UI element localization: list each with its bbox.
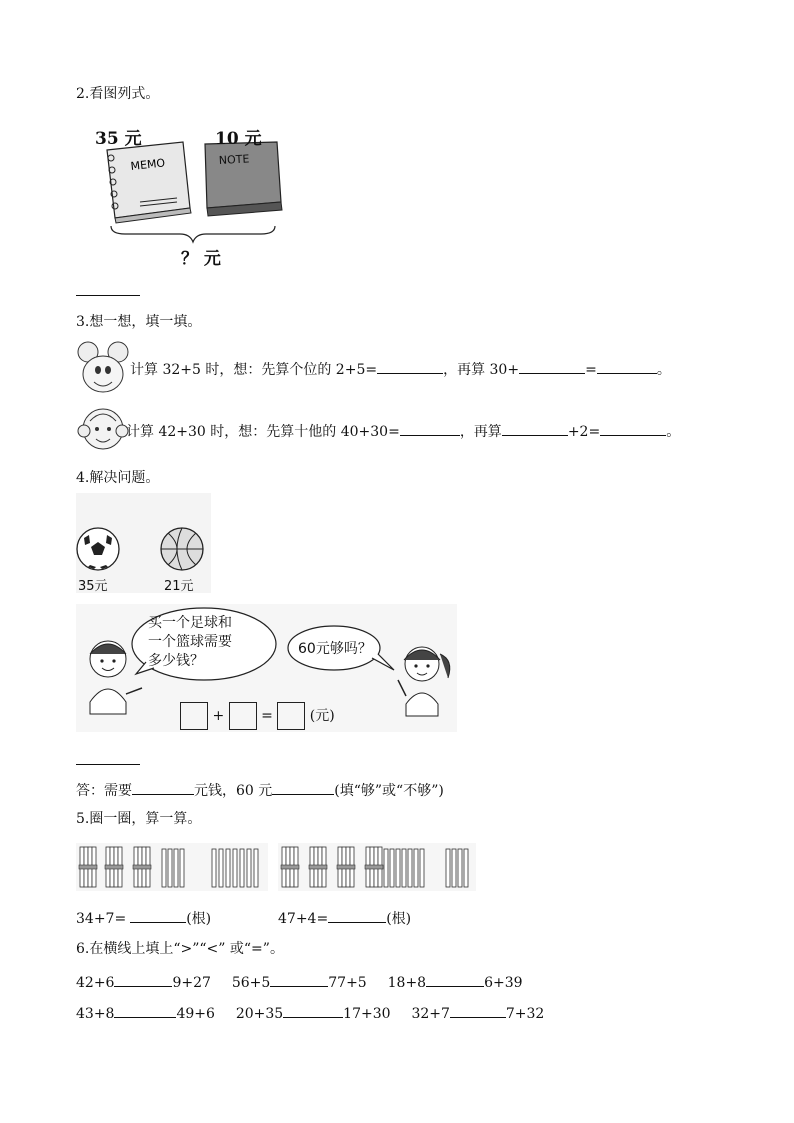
q4-blank-2[interactable] — [272, 780, 334, 795]
single-stick — [226, 849, 230, 887]
stick-bundle — [309, 847, 327, 887]
q6-r1-c2-left: 56+5 — [231, 975, 271, 991]
q6-r1-c3-right: 6+39 — [484, 975, 523, 991]
q6-r2-c1-right: 49+6 — [176, 1006, 215, 1022]
q5-blank-1[interactable] — [130, 908, 186, 923]
total-price: ？ 元 — [181, 249, 221, 269]
q6-r2-c2-right: 17+30 — [343, 1006, 391, 1022]
equation-row — [180, 702, 335, 730]
q3-line1-text-b: ，再算 30+ — [443, 362, 520, 378]
q5-expr-row — [76, 908, 211, 928]
single-stick — [408, 849, 412, 887]
q6-r2-c3-right: 7+32 — [505, 1006, 545, 1022]
equation-box-2[interactable] — [229, 702, 257, 730]
q3-line2-text-d: 。 — [666, 424, 681, 440]
single-stick — [247, 849, 251, 887]
q6-row-2 — [76, 1003, 544, 1023]
q2-answer-line[interactable] — [76, 295, 140, 296]
q3-blank-2[interactable] — [519, 359, 585, 374]
single-stick — [219, 849, 223, 887]
q6-r1-c2-blank[interactable] — [270, 972, 328, 987]
q6-r2-c3-left: 32+7 — [411, 1006, 450, 1022]
q4-answer-text-a: 答：需要 — [76, 783, 132, 799]
q6-r2-c3-blank[interactable] — [450, 1003, 506, 1018]
dialog-image — [76, 604, 457, 732]
stick-bundle — [79, 847, 97, 887]
basketball-icon — [161, 528, 203, 570]
single-stick — [162, 849, 166, 887]
bubble-left-line-1: 买一个足球和 — [148, 615, 232, 631]
stick-bundle — [281, 847, 299, 887]
q4-answer — [76, 780, 444, 800]
q3-line2-text-b: ，再算 — [459, 424, 502, 440]
single-stick — [390, 849, 394, 887]
note-book-image — [205, 142, 282, 216]
single-stick — [420, 849, 424, 887]
q3-blank-3[interactable] — [597, 359, 657, 374]
single-stick — [458, 849, 462, 887]
q4-blank-1[interactable] — [132, 780, 194, 795]
football-icon — [77, 528, 119, 570]
bubble-left-line-2: 一个篮球需要 — [148, 634, 232, 650]
girl-icon — [398, 647, 450, 716]
equals-sign: = — [261, 708, 273, 724]
bubble-right-text: 60元够吗？ — [298, 641, 372, 657]
single-stick — [240, 849, 244, 887]
plus-sign: + — [212, 708, 225, 724]
single-stick — [452, 849, 456, 887]
q4-title: 4.解决问题。 — [76, 470, 160, 486]
basketball-price: 21元 — [164, 579, 194, 594]
memo-notebook-image — [107, 142, 191, 223]
q5-expr-1: 34+7= — [76, 911, 127, 927]
single-stick — [402, 849, 406, 887]
single-stick — [174, 849, 178, 887]
q3-line1 — [130, 359, 671, 379]
balls-image — [76, 493, 211, 593]
sticks-image-2 — [278, 843, 476, 891]
q6-r2-c1-left: 43+8 — [76, 1006, 115, 1022]
q3-blank-6[interactable] — [600, 421, 666, 436]
q6-r1-c3-blank[interactable] — [426, 972, 484, 987]
q6-r2-c2-blank[interactable] — [283, 1003, 343, 1018]
q5-title: 5.圈一圈，算一算。 — [76, 811, 202, 827]
q3-title: 3.想一想，填一填。 — [76, 314, 202, 330]
q6-r1-c1-left: 42+6 — [76, 975, 115, 991]
q4-answer-text-b: 元钱，60 元 — [194, 783, 273, 799]
q5-unit-1: (根) — [186, 911, 212, 927]
single-stick — [396, 849, 400, 887]
single-stick — [414, 849, 418, 887]
q5-blank-2[interactable] — [328, 908, 386, 923]
single-stick — [254, 849, 258, 887]
bubble-left-line-3: 多少钱？ — [148, 653, 204, 669]
q3-line2-text-a: 计算 42+30 时，想：先算十他的 40+30= — [126, 424, 400, 440]
note-price: 10 元 — [215, 129, 262, 149]
single-stick — [384, 849, 388, 887]
single-stick — [233, 849, 237, 887]
q6-r1-c1-blank[interactable] — [114, 972, 172, 987]
bubble-left-text — [148, 614, 268, 671]
q3-blank-4[interactable] — [400, 421, 460, 436]
q6-row-1 — [76, 972, 523, 992]
q6-title: 6.在横线上填上“>”“<” 或“=”。 — [76, 941, 284, 957]
q2-figure — [85, 120, 285, 270]
q3-blank-1[interactable] — [377, 359, 443, 374]
single-stick — [446, 849, 450, 887]
q5-expr-2: 47+4= — [278, 911, 329, 927]
q4-answer-text-c: (填“够”或“不够”) — [334, 783, 444, 799]
q3-line2 — [126, 421, 680, 441]
football-price: 35元 — [78, 579, 108, 594]
sticks-image-1 — [76, 843, 268, 891]
equation-box-3[interactable] — [277, 702, 305, 730]
note-label: NOTE — [218, 152, 250, 167]
single-stick — [168, 849, 172, 887]
mickey-icon — [76, 338, 130, 396]
q3-line2-text-c: +2= — [567, 424, 601, 440]
memo-price: 35 元 — [95, 129, 142, 149]
q6-r1-c2-right: 77+5 — [328, 975, 367, 991]
memo-label: MEMO — [129, 156, 166, 173]
q6-r2-c2-left: 20+35 — [235, 1006, 284, 1022]
single-stick — [180, 849, 184, 887]
q3-line1-text-c: = — [585, 362, 597, 378]
q5-unit-2: (根) — [386, 911, 412, 927]
q6-r1-c3-left: 18+8 — [387, 975, 427, 991]
single-stick — [464, 849, 468, 887]
q3-line1-text-d: 。 — [656, 362, 671, 378]
q6-r1-c1-right: 9+27 — [172, 975, 211, 991]
monkey-icon — [76, 403, 130, 457]
stick-bundle — [337, 847, 355, 887]
stick-bundle — [105, 847, 123, 887]
stick-bundle — [133, 847, 151, 887]
equation-box-1[interactable] — [180, 702, 208, 730]
brace — [111, 226, 275, 242]
q4-answer-line[interactable] — [76, 764, 140, 765]
q3-line1-text-a: 计算 32+5 时，想：先算个位的 2+5= — [130, 362, 378, 378]
unit-label: (元) — [309, 708, 335, 724]
q3-blank-5[interactable] — [502, 421, 568, 436]
q5-expr-row-2 — [278, 908, 411, 928]
single-stick — [212, 849, 216, 887]
stick-bundle — [365, 847, 383, 887]
q2-title: 2.看图列式。 — [76, 86, 160, 102]
q6-r2-c1-blank[interactable] — [114, 1003, 176, 1018]
